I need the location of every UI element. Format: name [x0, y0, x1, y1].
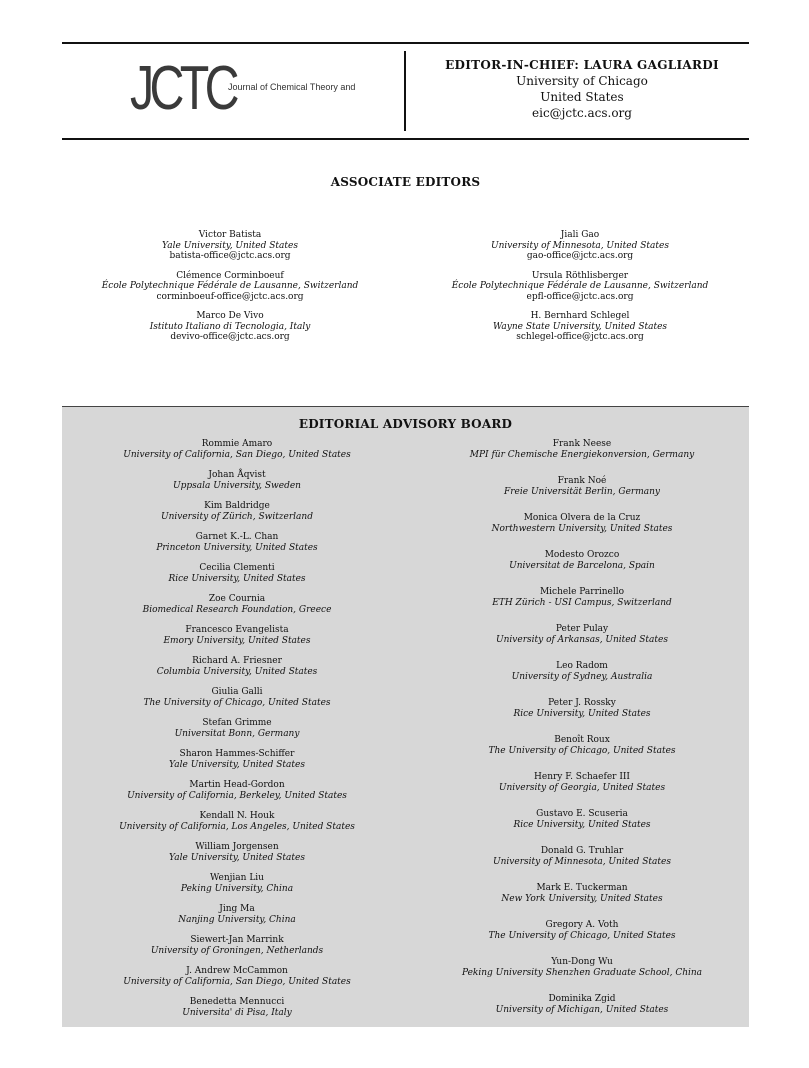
- member-affiliation: Columbia University, United States: [156, 666, 318, 677]
- editor-email: batista-office@jctc.acs.org: [169, 251, 291, 261]
- board-member: [102, 625, 372, 656]
- board-member: [442, 735, 722, 772]
- board-member: [442, 772, 722, 809]
- member-name: Giulia Galli: [211, 687, 263, 697]
- associate-editor: [80, 230, 380, 262]
- eic-institution: University of Chicago: [516, 74, 648, 88]
- board-member: [102, 470, 372, 501]
- member-affiliation: Yale University, United States: [169, 852, 305, 863]
- board-member: [442, 587, 722, 624]
- member-affiliation: University of Groningen, Netherlands: [150, 945, 324, 956]
- board-member: [442, 957, 722, 994]
- member-name: William Jorgensen: [195, 842, 279, 852]
- associate-editor: [430, 271, 730, 303]
- board-member: [102, 594, 372, 625]
- member-name: Richard A. Friesner: [192, 656, 282, 666]
- member-affiliation: University of California, Berkeley, United States: [127, 790, 347, 801]
- board-member: [442, 550, 722, 587]
- header-divider: [404, 51, 406, 131]
- member-affiliation: University of Arkansas, United States: [496, 634, 668, 645]
- advisory-board-title: EDITORIAL ADVISORY BOARD: [298, 417, 513, 431]
- member-name: Siewert-Jan Marrink: [190, 935, 284, 945]
- member-name: Frank Noé: [557, 476, 607, 486]
- member-affiliation: University of Minnesota, United States: [493, 856, 671, 867]
- editor-email: epfl-office@jctc.acs.org: [526, 291, 634, 302]
- top-rule: [62, 42, 749, 44]
- member-name: Donald G. Truhlar: [540, 846, 624, 856]
- board-member: [102, 532, 372, 563]
- member-affiliation: New York University, United States: [501, 893, 663, 904]
- member-affiliation: Emory University, United States: [163, 635, 311, 646]
- member-affiliation: Biomedical Research Foundation, Greece: [142, 604, 332, 615]
- editor-email: gao-office@jctc.acs.org: [526, 251, 634, 261]
- member-affiliation: Rice University, United States: [513, 819, 651, 830]
- editor-name: H. Bernhard Schlegel: [530, 311, 630, 321]
- member-name: Francesco Evangelista: [185, 625, 289, 635]
- member-affiliation: Northwestern University, United States: [491, 523, 673, 534]
- member-affiliation: Peking University, China: [180, 883, 294, 894]
- board-member: [102, 439, 372, 470]
- board-member: [442, 513, 722, 550]
- board-member: [102, 935, 372, 966]
- editor-affiliation: Yale University, United States: [162, 240, 298, 251]
- editor-name: Ursula Röthlisberger: [531, 270, 629, 281]
- associate-editor: [80, 271, 380, 303]
- board-member: [102, 718, 372, 749]
- member-name: Henry F. Schaefer III: [534, 772, 630, 782]
- member-name: Frank Neese: [552, 439, 612, 449]
- editor-affiliation: École Polytechnique Fédérale de Lausanne, Switzerland: [101, 281, 359, 291]
- member-name: Rommie Amaro: [201, 439, 273, 449]
- board-member: [102, 811, 372, 842]
- member-name: Kendall N. Houk: [199, 811, 275, 821]
- associate-editors-title: ASSOCIATE EDITORS: [330, 175, 481, 189]
- board-member: [102, 997, 372, 1028]
- editor-name: Marco De Vivo: [196, 311, 264, 321]
- eic-email: eic@jctc.acs.org: [532, 106, 632, 120]
- member-name: Mark E. Tuckerman: [536, 883, 628, 893]
- board-member: [442, 624, 722, 661]
- associate-editor: [430, 230, 730, 262]
- member-name: Modesto Orozco: [544, 550, 620, 560]
- member-name: Cecilia Clementi: [199, 563, 275, 573]
- member-name: Monica Olvera de la Cruz: [523, 513, 641, 523]
- member-name: Peter Pulay: [555, 624, 609, 634]
- member-name: Gustavo E. Scuseria: [536, 809, 628, 819]
- member-affiliation: Princeton University, United States: [156, 542, 318, 553]
- member-name: Yun-Dong Wu: [551, 957, 613, 967]
- member-affiliation: Freie Universität Berlin, Germany: [504, 486, 660, 497]
- member-name: Wenjian Liu: [210, 873, 264, 883]
- member-affiliation: Uppsala University, Sweden: [173, 480, 301, 491]
- logo-mark: JCTC: [130, 54, 235, 123]
- board-member: [102, 749, 372, 780]
- board-member: [442, 439, 722, 476]
- member-name: Leo Radom: [556, 661, 608, 671]
- member-affiliation: University of California, Los Angeles, United States: [119, 821, 355, 832]
- editor-name: Clémence Corminboeuf: [176, 270, 284, 281]
- editor-affiliation: University of Minnesota, United States: [491, 240, 669, 251]
- board-member: [442, 994, 722, 1031]
- member-affiliation: The University of Chicago, United States: [143, 697, 331, 708]
- member-affiliation: University of Georgia, United States: [498, 782, 666, 793]
- member-affiliation: University of Zürich, Switzerland: [161, 511, 313, 522]
- member-affiliation: Universitat Bonn, Germany: [174, 728, 300, 739]
- board-member: [102, 501, 372, 532]
- advisory-board-right: [442, 439, 722, 1031]
- board-member: [102, 873, 372, 904]
- board-member: [102, 780, 372, 811]
- editor-email: corminboeuf-office@jctc.acs.org: [156, 291, 304, 302]
- editor-email: devivo-office@jctc.acs.org: [170, 332, 290, 342]
- board-member: [102, 656, 372, 687]
- member-affiliation: Rice University, United States: [168, 573, 306, 584]
- editor-affiliation: Wayne State University, United States: [492, 321, 668, 332]
- board-member: [442, 809, 722, 846]
- member-name: Jing Ma: [219, 904, 255, 914]
- member-name: J. Andrew McCammon: [186, 966, 288, 976]
- header-bottom-rule: [62, 138, 749, 140]
- board-member: [442, 846, 722, 883]
- associate-editors-left: [80, 230, 380, 352]
- member-name: Dominika Zgid: [548, 994, 616, 1004]
- member-name: Johan Åqvist: [208, 470, 266, 480]
- board-member: [442, 883, 722, 920]
- editor-name: Jiali Gao: [560, 230, 600, 240]
- member-affiliation: MPI für Chemische Energiekonversion, Germany: [469, 449, 695, 460]
- member-affiliation: Rice University, United States: [513, 708, 651, 719]
- advisory-board-left: [102, 439, 372, 1028]
- logo-subtitle: Journal of Chemical Theory and: [228, 82, 356, 92]
- associate-editor: [80, 311, 380, 343]
- member-affiliation: University of California, San Diego, United States: [123, 449, 351, 460]
- member-affiliation: Universita' di Pisa, Italy: [182, 1007, 292, 1018]
- member-name: Gregory A. Voth: [545, 920, 619, 930]
- board-member: [442, 698, 722, 735]
- editor-in-chief-block: [410, 57, 754, 121]
- member-affiliation: ETH Zürich - USI Campus, Switzerland: [492, 597, 672, 608]
- board-member: [442, 661, 722, 698]
- member-affiliation: The University of Chicago, United States: [488, 930, 676, 941]
- member-affiliation: University of California, San Diego, United States: [123, 976, 351, 987]
- editor-name: Victor Batista: [198, 230, 262, 240]
- member-name: Kim Baldridge: [204, 501, 270, 511]
- member-name: Martin Head-Gordon: [189, 780, 285, 790]
- associate-editors-right: [430, 230, 730, 352]
- member-name: Peter J. Rossky: [548, 698, 616, 708]
- board-member: [102, 563, 372, 594]
- editor-email: schlegel-office@jctc.acs.org: [516, 332, 644, 342]
- board-member: [102, 966, 372, 997]
- member-affiliation: Peking University Shenzhen Graduate School, China: [461, 967, 703, 978]
- member-affiliation: Yale University, United States: [169, 759, 305, 770]
- editor-affiliation: École Polytechnique Fédérale de Lausanne, Switzerland: [451, 281, 709, 291]
- member-name: Garnet K.-L. Chan: [195, 532, 279, 542]
- editorial-advisory-board: [62, 406, 749, 1027]
- member-affiliation: Nanjing University, China: [178, 914, 296, 925]
- member-name: Zoe Cournia: [208, 594, 266, 604]
- member-affiliation: Universitat de Barcelona, Spain: [509, 560, 655, 571]
- board-member: [442, 920, 722, 957]
- member-name: Stefan Grimme: [202, 718, 272, 728]
- associate-editor: [430, 311, 730, 343]
- member-name: Benedetta Mennucci: [189, 997, 285, 1007]
- member-affiliation: University of Michigan, United States: [495, 1004, 669, 1015]
- member-affiliation: University of Sydney, Australia: [511, 671, 653, 682]
- eic-title: EDITOR-IN-CHIEF: LAURA GAGLIARDI: [445, 58, 719, 72]
- member-name: Benoît Roux: [554, 735, 610, 745]
- member-name: Michele Parrinello: [539, 587, 625, 597]
- board-member: [102, 904, 372, 935]
- board-member: [442, 476, 722, 513]
- editor-affiliation: Istituto Italiano di Tecnologia, Italy: [149, 321, 311, 332]
- eic-country: United States: [540, 90, 624, 104]
- board-member: [102, 687, 372, 718]
- board-member: [102, 842, 372, 873]
- member-name: Sharon Hammes-Schiffer: [179, 749, 295, 759]
- member-affiliation: The University of Chicago, United States: [488, 745, 676, 756]
